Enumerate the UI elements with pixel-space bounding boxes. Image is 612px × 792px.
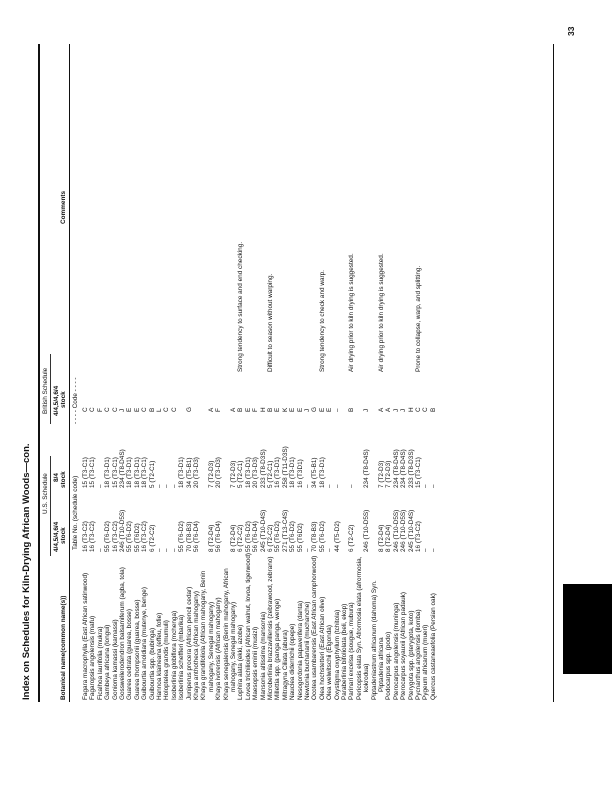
row-british-code: J: [304, 408, 311, 412]
row-us-4-4-code: 70 (T8-B3): [185, 521, 193, 552]
row-us-8-4-code: 234 (T8-D4S): [392, 449, 400, 488]
row-us-4-4-code: –: [96, 548, 104, 552]
row-botanical-name: Pycnanthus angolensis (ilomba): [415, 609, 422, 700]
row-british-code: C: [163, 407, 171, 412]
row-british-code: B: [148, 407, 156, 412]
row-us-4-4-code: 55 (T6-D2): [274, 521, 282, 552]
row-british-code: E: [289, 407, 297, 412]
row-us-4-4-code: 246 (T10-D5S): [363, 509, 371, 552]
row-british-code: K: [281, 407, 289, 412]
row-us-8-4-code: 233 (T8-D3S): [259, 449, 267, 488]
row-british-code: E: [133, 407, 141, 412]
row-comment: Prone to collapse, warp, and splitting.: [415, 265, 422, 372]
row-botanical-name: kokrodua): [363, 663, 371, 692]
row-british-code: F: [252, 408, 260, 412]
row-us-8-4-code: 18 (T3-D1): [104, 457, 112, 488]
row-botanical-name: Gossweilerodendron balsamiferum (agba, tola): [119, 567, 126, 700]
row-us-8-4-code: 234 (T8-D4S): [400, 449, 408, 488]
row-us-8-4-code: 20 (T3-D3): [215, 457, 223, 488]
row-us-4-4-code: 44 (T5-D2): [333, 521, 341, 552]
row-botanical-name: Gonioma kamassi (kamassi): [111, 619, 119, 700]
row-botanical-name: Parinari excelsa (sougue, mubura): [348, 602, 356, 700]
row-botanical-name: Piptadenia africana: [378, 637, 385, 692]
row-us-8-4-code: 34 (T5-B1): [185, 457, 193, 488]
british-col-header-line2: stock: [60, 391, 67, 408]
row-botanical-name: Mitragyna Ciliata (abura): [281, 630, 289, 700]
row-botanical-name: Nesogordonia papaverifera (danta): [296, 600, 304, 700]
row-us-8-4-code: –: [163, 484, 171, 488]
row-botanical-name: Isoberlinia globiflora (mchenga): [170, 610, 178, 700]
row-us-8-4-code: –: [348, 484, 356, 488]
row-us-8-4-code: 7 (T2-D3): [378, 460, 385, 488]
row-us-4-4-code: 55 (T6-D2): [318, 521, 326, 552]
row-botanical-name: Ficalhoa laurifolia (mukra): [96, 626, 104, 700]
page-title: Index on Schedules for Kiln-Drying African Woods—con.: [21, 443, 32, 700]
row-us-8-4-code: 18 (T3-D1): [178, 457, 186, 488]
row-us-8-4-code: 15 (T3-C1): [415, 457, 422, 488]
row-botanical-name: Khaya grandifoliola (African mahogany, Benin: [200, 570, 208, 700]
row-british-code: B: [429, 407, 437, 412]
row-botanical-name: Pericopsis elata Syn. Afrormosia elata (afrormosia,: [355, 556, 363, 700]
row-botanical-name: Holoptelea grandis (mumuli): [163, 620, 171, 700]
row-botanical-name: Olea hochstetteri (East African olive): [318, 596, 326, 700]
row-us-8-4-code: 18 (T3-C1): [141, 457, 149, 488]
row-us-8-4-code: 15 (T3-C1): [82, 457, 89, 488]
row-botanical-name: Gambeya africana (longui): [104, 624, 112, 700]
row-us-4-4-code: 56 (T6-D4): [193, 521, 200, 552]
row-british-code: E: [296, 407, 304, 412]
row-us-4-4-code: 55 (T6D2): [296, 523, 304, 552]
row-british-code: C: [170, 407, 178, 412]
row-botanical-name: Khaya senegalensis (Benin mahogany, African: [222, 568, 230, 700]
us-group-rule: [50, 456, 51, 556]
us-col1-header-line2: stock: [60, 527, 67, 544]
row-us-4-4-code: –: [163, 548, 171, 552]
row-botanical-name: Paraberlinia bifoliolata (beli, ekop): [341, 603, 348, 700]
row-comment: Air drying prior to kiln drying is suggested.: [348, 253, 356, 372]
row-us-8-4-code: 18 (T3-D1): [318, 457, 326, 488]
row-us-4-4-code: 55 (T6D2): [133, 523, 141, 552]
row-botanical-name: Microberlinia brazzavillensis (zebrawood, zebrano): [267, 556, 274, 700]
row-british-code: C: [141, 407, 149, 412]
row-us-4-4-code: –: [304, 548, 311, 552]
british-schedule-group-label: British Schedule: [42, 367, 49, 414]
row-british-code: A: [207, 407, 215, 412]
us-subheader: Table No. (schedule code): [72, 475, 79, 550]
british-group-rule: [50, 354, 51, 424]
row-us-8-4-code: 233 (T8-D3S): [407, 449, 415, 488]
row-us-4-4-code: 6 (T2-C2): [267, 524, 274, 552]
row-british-code: C: [111, 407, 119, 412]
top-rule: [38, 44, 40, 702]
row-british-code: B: [237, 407, 245, 412]
row-british-code: B: [267, 407, 274, 412]
row-botanical-name: Khaya ivorensis (African mahogany): [215, 597, 223, 700]
row-us-8-4-code: –: [333, 484, 341, 488]
row-british-code: C: [82, 407, 89, 412]
row-us-8-4-code: 18 (T3-D1): [133, 457, 141, 488]
row-british-code: E: [126, 407, 134, 412]
row-british-code: C: [104, 407, 112, 412]
row-us-8-4-code: 18 (T3-D1): [289, 457, 297, 488]
row-us-8-4-code: 7 (T2-D3): [385, 460, 393, 488]
row-botanical-name: Olea welwitschii (Elgonda): [326, 625, 334, 700]
row-botanical-name: Hannoa klaineana (effeu, fofie): [156, 612, 163, 700]
row-botanical-name: Lophira alata (ekki, azobe): [237, 624, 245, 700]
row-us-8-4-code: 18 (T3-D1): [126, 457, 134, 488]
row-british-code: A: [385, 407, 393, 412]
row-botanical-name: Fagara macrophylla (East African satinwood): [82, 572, 89, 700]
row-us-8-4-code: 16 (T3D1): [296, 459, 304, 488]
row-british-code: L: [156, 408, 163, 412]
row-us-8-4-code: 18 (T3-D1): [244, 457, 252, 488]
row-us-8-4-code: 7 (T2-D3): [230, 460, 237, 488]
row-us-4-4-code: 55 (T6-D2): [178, 521, 186, 552]
us-col2-header-line1: 8/4: [53, 473, 60, 482]
row-us-4-4-code: 8 (T2-D4): [230, 524, 237, 552]
row-us-4-4-code: 246 (T10-D5S): [400, 509, 408, 552]
british-subheader: - - - - Code - - - -: [72, 377, 79, 424]
row-botanical-name: Nauclea diderrichii (opepe): [289, 623, 297, 700]
row-british-code: B: [348, 407, 356, 412]
row-us-8-4-code: 34 (T5-B1): [311, 457, 319, 488]
page-number: 33: [566, 26, 576, 36]
row-botanical-name: Piptadeniastrum africanum (dahoma) Syn.: [370, 580, 378, 700]
row-british-code: E: [318, 407, 326, 412]
row-british-code: J: [363, 408, 371, 412]
row-botanical-name: Guarea thompsonii (guarea, bosse): [133, 599, 141, 700]
row-us-4-4-code: 6 (T2-C2): [348, 524, 356, 552]
header-rule: [69, 44, 70, 702]
row-british-code: J: [400, 408, 408, 412]
row-us-8-4-code: 258 (T11-D3S): [281, 446, 289, 488]
us-col1-header-line1: 4/4,5/4,6/4: [53, 521, 60, 552]
row-botanical-name: Mansonia altissima (mansonia): [259, 611, 267, 700]
row-botanical-name: Juniperus procera (African pencil cedar): [185, 586, 193, 700]
row-us-8-4-code: –: [170, 484, 178, 488]
row-botanical-name: Fagaropsis angolensis (mafu): [89, 615, 97, 700]
row-us-4-4-code: 6 (T2-C2): [148, 524, 156, 552]
row-us-8-4-code: –: [96, 484, 104, 488]
row-us-4-4-code: 6 (T2-C2): [237, 524, 245, 552]
row-comment: Strong tendency to check and warp.: [318, 270, 326, 372]
row-botanical-name: mahogany, Senegal mahogany): [230, 601, 237, 692]
british-col-header-line1: 4/4,5/4,6/4: [53, 385, 60, 416]
row-british-code: E: [274, 407, 282, 412]
row-us-4-4-code: 16 (T3-C2): [415, 521, 422, 552]
row-botanical-name: Millettia spp. (panga panga, wenge): [274, 598, 282, 700]
row-british-code: C: [89, 407, 97, 412]
bottom-rule: [553, 44, 554, 702]
row-british-code: C: [422, 407, 430, 412]
row-british-code: G: [185, 407, 193, 412]
row-us-4-4-code: 70 (T8-B3): [311, 521, 319, 552]
row-us-4-4-code: 16 (T3-C2): [141, 521, 149, 552]
row-us-4-4-code: 245 (T10-D4S): [407, 509, 415, 552]
row-us-4-4-code: 55 (T6-D2): [289, 521, 297, 552]
row-us-4-4-code: –: [422, 548, 430, 552]
row-us-4-4-code: –: [156, 548, 163, 552]
row-us-4-4-code: 56 (T6-D4): [252, 521, 260, 552]
row-botanical-name: Ocotea usambarensis (East African camphorwood): [311, 555, 319, 700]
row-us-4-4-code: 16 (T3-C2): [111, 521, 119, 552]
row-botanical-name: Isoberlinia scheffleri (mbarika): [178, 614, 186, 700]
row-us-4-4-code: –: [326, 548, 334, 552]
row-botanical-name: Guarea cedrata (guarea, bosse): [126, 609, 134, 700]
row-british-code: C: [415, 407, 422, 412]
row-comment: Air drying prior to kiln drying is suggested.: [378, 253, 385, 372]
thumb-index-tab: [563, 584, 612, 674]
row-british-code: H: [407, 407, 415, 412]
row-us-4-4-code: 55 (T6-D2): [244, 521, 252, 552]
row-botanical-name: Maesopsis eminii (musizi): [252, 626, 260, 700]
row-us-4-4-code: 246 (T10-D5S): [119, 509, 126, 552]
row-botanical-name: Pygeum africanum (mueri): [422, 624, 430, 700]
row-british-code: G: [311, 407, 319, 412]
row-us-8-4-code: 5 (T2-C1): [267, 460, 274, 488]
row-us-4-4-code: 246 (T10-D5S): [392, 509, 400, 552]
row-us-4-4-code: 55 (T6-D2): [126, 521, 134, 552]
row-us-4-4-code: –: [170, 548, 178, 552]
row-british-code: J: [119, 408, 126, 412]
comments-header: Comments: [60, 190, 67, 224]
row-us-4-4-code: 8 (T2-D4): [385, 524, 393, 552]
row-comment: Difficult to season without warping.: [267, 273, 274, 372]
row-botanical-name: Podocarpus spp. (podo): [385, 631, 393, 700]
row-botanical-name: Guibourtia spp. (bubinga): [148, 627, 156, 700]
row-us-8-4-code: –: [156, 484, 163, 488]
us-col2-header-line2: stock: [60, 471, 67, 488]
row-us-8-4-code: 5 (T2-C1): [237, 460, 245, 488]
row-botanical-name: Pterygota spp. (pterygota, koto): [407, 610, 415, 700]
row-botanical-name: Pterocarpus soyauxii (African padauk): [400, 592, 408, 700]
row-us-4-4-code: 8 (T2-D4): [378, 524, 385, 552]
row-us-8-4-code: –: [429, 484, 437, 488]
row-us-8-4-code: 7 (T2-D3): [207, 460, 215, 488]
row-us-4-4-code: 16 (T3-C2): [89, 521, 97, 552]
row-us-4-4-code: 271 (T13-C4S): [281, 509, 289, 552]
row-us-8-4-code: –: [326, 484, 334, 488]
row-botanical-name: Quercus castaneaefolia (Persian oak): [429, 593, 437, 700]
row-british-code: F: [96, 408, 104, 412]
row-us-4-4-code: 8 (T2-D4): [207, 524, 215, 552]
row-botanical-name: Oxystigma oxyphyllum (tchitola): [333, 609, 341, 700]
row-us-4-4-code: 245 (T10-D4S): [259, 509, 267, 552]
row-british-code: J: [392, 408, 400, 412]
row-us-8-4-code: 20 (T3-D3): [252, 457, 260, 488]
row-botanical-name: Newtonia buchananii (muchanche): [304, 601, 311, 700]
row-botanical-name: Lovoa trichilioides (African walnut, lovoa, tigerwood): [244, 552, 252, 700]
row-us-4-4-code: –: [429, 548, 437, 552]
row-british-code: A: [378, 407, 385, 412]
row-british-code: A: [230, 407, 237, 412]
row-british-code: –: [333, 408, 341, 412]
row-botanical-name: Guibourtia arnoldiana (mutenye, benge): [141, 587, 149, 700]
row-us-4-4-code: 56 (T6-D4): [215, 521, 223, 552]
row-british-code: F: [215, 408, 223, 412]
row-comment: Strong tendency to surface and end checking.: [237, 241, 245, 372]
row-us-8-4-code: 234 (T8-D4S): [363, 449, 371, 488]
row-british-code: H: [259, 407, 267, 412]
us-schedule-group-label: U.S. Schedule: [42, 473, 49, 514]
row-us-8-4-code: 20 (T3-D3): [193, 457, 200, 488]
row-us-8-4-code: 234 (T8-D4S): [119, 449, 126, 488]
row-botanical-name: mahogany, Senegal mahogany): [207, 601, 215, 692]
row-us-8-4-code: –: [304, 484, 311, 488]
row-us-8-4-code: 5 (T2-C1): [148, 460, 156, 488]
row-us-4-4-code: 55 (T6-D2): [104, 521, 112, 552]
row-british-code: E: [244, 407, 252, 412]
row-botanical-name: Pterocarpus angolensis (muninga): [392, 602, 400, 700]
row-us-8-4-code: 15 (T3-C1): [89, 457, 97, 488]
row-us-8-4-code: 16 (T3-D1): [274, 457, 282, 488]
row-us-8-4-code: 15 (T3-C1): [111, 457, 119, 488]
row-us-8-4-code: –: [422, 484, 430, 488]
botanical-name-header: Botanical name(common name(s)): [60, 595, 67, 700]
row-botanical-name: Khaya anthotheca (African mahogany): [193, 590, 200, 700]
row-us-4-4-code: 16 (T3-C2): [82, 521, 89, 552]
row-british-code: E: [326, 407, 334, 412]
